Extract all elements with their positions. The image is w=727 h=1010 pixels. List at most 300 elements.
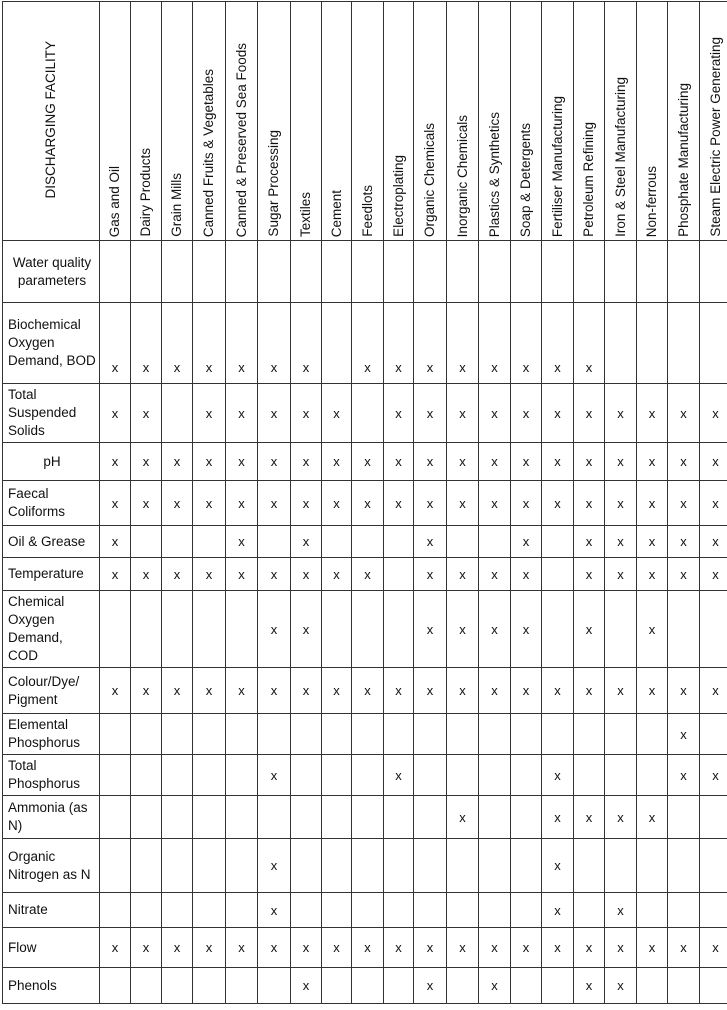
mark-cell: x	[258, 591, 291, 668]
mark-cell: x	[574, 303, 605, 384]
mark-cell	[352, 714, 384, 755]
mark-cell: x	[511, 668, 542, 714]
mark-cell: x	[700, 755, 727, 796]
mark-cell: x	[131, 481, 162, 526]
mark-cell: x	[131, 303, 162, 384]
mark-cell	[131, 796, 162, 839]
mark-cell	[605, 241, 637, 303]
parameter-row	[3, 241, 727, 303]
mark-cell: x	[700, 526, 727, 558]
mark-cell: x	[637, 558, 668, 591]
industry-header	[605, 2, 637, 241]
parameter-row	[3, 796, 727, 839]
mark-cell	[637, 893, 668, 928]
mark-cell	[193, 526, 226, 558]
mark-cell: x	[226, 668, 258, 714]
mark-cell: x	[258, 928, 291, 968]
mark-cell: x	[162, 481, 193, 526]
mark-cell: x	[637, 384, 668, 443]
mark-cell	[384, 714, 414, 755]
mark-cell: x	[414, 481, 447, 526]
industry-header	[193, 2, 226, 241]
discharging-facility-header	[3, 2, 100, 241]
parameter-row	[3, 558, 727, 591]
mark-cell	[637, 241, 668, 303]
mark-cell: x	[668, 481, 700, 526]
mark-cell: x	[352, 668, 384, 714]
industry-label: Textiles	[298, 191, 313, 237]
mark-cell	[447, 714, 479, 755]
mark-cell	[291, 241, 322, 303]
industry-label: Fertiliser Manufacturing	[549, 95, 565, 237]
mark-cell	[542, 714, 574, 755]
mark-cell	[668, 968, 700, 1004]
mark-cell	[700, 796, 727, 839]
parameter-row	[3, 755, 727, 796]
mark-cell	[162, 839, 193, 893]
mark-cell: x	[574, 526, 605, 558]
mark-cell	[700, 591, 727, 668]
mark-cell: x	[226, 481, 258, 526]
mark-cell: x	[193, 558, 226, 591]
mark-cell	[258, 526, 291, 558]
mark-cell	[700, 303, 727, 384]
mark-cell	[479, 755, 511, 796]
mark-cell: x	[574, 443, 605, 481]
mark-cell: x	[605, 893, 637, 928]
industry-label: Phosphate Manufacturing	[675, 83, 691, 237]
mark-cell	[447, 755, 479, 796]
parameter-label: Ammonia (as N)	[3, 796, 100, 839]
mark-cell: x	[414, 558, 447, 591]
mark-cell	[291, 839, 322, 893]
mark-cell	[542, 968, 574, 1004]
mark-cell	[414, 796, 447, 839]
mark-cell	[100, 591, 131, 668]
mark-cell: x	[479, 481, 511, 526]
mark-cell	[384, 591, 414, 668]
mark-cell: x	[605, 481, 637, 526]
mark-cell	[193, 968, 226, 1004]
mark-cell	[384, 526, 414, 558]
industry-header	[574, 2, 605, 241]
mark-cell	[352, 241, 384, 303]
mark-cell: x	[193, 928, 226, 968]
mark-cell	[511, 241, 542, 303]
mark-cell: x	[291, 668, 322, 714]
mark-cell	[258, 796, 291, 839]
mark-cell: x	[226, 526, 258, 558]
parameter-label: Colour/Dye/ Pigment	[3, 668, 100, 714]
mark-cell: x	[447, 668, 479, 714]
mark-cell: x	[479, 591, 511, 668]
mark-cell	[162, 241, 193, 303]
mark-cell: x	[100, 526, 131, 558]
mark-cell: x	[511, 928, 542, 968]
mark-cell	[384, 968, 414, 1004]
mark-cell: x	[700, 558, 727, 591]
industry-header	[258, 2, 291, 241]
mark-cell: x	[291, 928, 322, 968]
parameter-label: Water quality parameters	[3, 241, 100, 303]
mark-cell	[162, 893, 193, 928]
industry-label: Feedlots	[359, 185, 375, 237]
parameter-label: Total Suspended Solids	[3, 384, 100, 443]
mark-cell: x	[511, 303, 542, 384]
parameter-label: Oil & Grease	[3, 526, 100, 558]
mark-cell: x	[352, 443, 384, 481]
mark-cell	[447, 839, 479, 893]
parameter-row	[3, 443, 727, 481]
mark-cell: x	[605, 558, 637, 591]
mark-cell	[226, 796, 258, 839]
mark-cell	[162, 968, 193, 1004]
mark-cell: x	[291, 558, 322, 591]
mark-cell: x	[605, 796, 637, 839]
mark-cell: x	[605, 668, 637, 714]
mark-cell	[291, 893, 322, 928]
mark-cell	[258, 714, 291, 755]
industry-label: Dairy Products	[138, 148, 153, 237]
mark-cell: x	[542, 668, 574, 714]
parameter-label: Elemental Phosphorus	[3, 714, 100, 755]
mark-cell	[100, 755, 131, 796]
mark-cell	[322, 893, 352, 928]
mark-cell: x	[542, 755, 574, 796]
industry-header	[352, 2, 384, 241]
industry-header	[479, 2, 511, 241]
mark-cell: x	[637, 928, 668, 968]
industry-label: Electroplating	[390, 155, 406, 237]
mark-cell: x	[131, 558, 162, 591]
mark-cell: x	[352, 558, 384, 591]
mark-cell	[700, 241, 727, 303]
mark-cell	[479, 839, 511, 893]
parameter-row	[3, 384, 727, 443]
mark-cell	[322, 755, 352, 796]
mark-cell	[447, 241, 479, 303]
industry-label: Steam Electric Power Generating	[707, 37, 723, 237]
mark-cell: x	[637, 526, 668, 558]
mark-cell	[322, 968, 352, 1004]
mark-cell: x	[700, 928, 727, 968]
mark-cell: x	[100, 443, 131, 481]
mark-cell	[637, 303, 668, 384]
discharge-parameters-table	[2, 1, 727, 1004]
mark-cell: x	[258, 303, 291, 384]
mark-cell	[447, 968, 479, 1004]
header-row	[3, 2, 727, 241]
mark-cell: x	[258, 755, 291, 796]
mark-cell: x	[447, 796, 479, 839]
mark-cell	[322, 526, 352, 558]
mark-cell: x	[322, 558, 352, 591]
mark-cell: x	[447, 443, 479, 481]
mark-cell: x	[162, 443, 193, 481]
mark-cell: x	[511, 384, 542, 443]
mark-cell	[162, 714, 193, 755]
mark-cell: x	[542, 384, 574, 443]
mark-cell	[605, 591, 637, 668]
mark-cell: x	[226, 443, 258, 481]
mark-cell: x	[511, 526, 542, 558]
mark-cell	[226, 755, 258, 796]
mark-cell: x	[637, 796, 668, 839]
mark-cell: x	[574, 928, 605, 968]
mark-cell	[162, 384, 193, 443]
mark-cell: x	[100, 928, 131, 968]
mark-cell	[291, 755, 322, 796]
mark-cell	[193, 839, 226, 893]
mark-cell: x	[637, 591, 668, 668]
mark-cell: x	[258, 839, 291, 893]
mark-cell: x	[258, 558, 291, 591]
industry-label: Sugar Processing	[266, 130, 281, 237]
mark-cell	[605, 714, 637, 755]
mark-cell	[131, 591, 162, 668]
mark-cell	[322, 241, 352, 303]
mark-cell: x	[479, 443, 511, 481]
mark-cell	[226, 839, 258, 893]
mark-cell	[193, 591, 226, 668]
mark-cell	[258, 968, 291, 1004]
mark-cell: x	[605, 384, 637, 443]
mark-cell	[511, 893, 542, 928]
industry-label: Canned & Preserved Sea Foods	[233, 42, 249, 237]
parameter-label: Temperature	[3, 558, 100, 591]
mark-cell: x	[668, 384, 700, 443]
mark-cell: x	[131, 668, 162, 714]
mark-cell	[414, 755, 447, 796]
mark-cell	[384, 558, 414, 591]
parameter-row	[3, 893, 727, 928]
mark-cell: x	[637, 668, 668, 714]
mark-cell: x	[193, 481, 226, 526]
mark-cell	[637, 714, 668, 755]
parameter-label: Flow	[3, 928, 100, 968]
mark-cell: x	[131, 443, 162, 481]
mark-cell	[100, 893, 131, 928]
mark-cell: x	[574, 591, 605, 668]
mark-cell	[131, 526, 162, 558]
mark-cell: x	[447, 481, 479, 526]
mark-cell	[322, 591, 352, 668]
industry-header	[414, 2, 447, 241]
mark-cell: x	[100, 384, 131, 443]
mark-cell	[668, 591, 700, 668]
mark-cell: x	[258, 481, 291, 526]
mark-cell: x	[511, 591, 542, 668]
mark-cell: x	[542, 796, 574, 839]
mark-cell	[193, 755, 226, 796]
mark-cell: x	[668, 526, 700, 558]
mark-cell: x	[668, 755, 700, 796]
mark-cell: x	[700, 481, 727, 526]
mark-cell	[700, 714, 727, 755]
mark-cell: x	[162, 303, 193, 384]
industry-label: Non-ferrous	[644, 165, 659, 237]
mark-cell	[322, 839, 352, 893]
mark-cell	[258, 241, 291, 303]
mark-cell: x	[479, 928, 511, 968]
mark-cell: x	[414, 668, 447, 714]
industry-label: Iron & Steel Manufacturing	[612, 77, 628, 237]
mark-cell	[637, 755, 668, 796]
mark-cell	[193, 714, 226, 755]
mark-cell: x	[574, 384, 605, 443]
mark-cell: x	[226, 928, 258, 968]
mark-cell	[447, 893, 479, 928]
mark-cell: x	[291, 303, 322, 384]
parameter-row	[3, 928, 727, 968]
mark-cell	[352, 839, 384, 893]
mark-cell	[668, 893, 700, 928]
industry-header	[384, 2, 414, 241]
mark-cell	[352, 384, 384, 443]
mark-cell	[226, 968, 258, 1004]
mark-cell: x	[258, 384, 291, 443]
mark-cell	[162, 526, 193, 558]
mark-cell	[511, 968, 542, 1004]
mark-cell	[574, 714, 605, 755]
mark-cell	[352, 591, 384, 668]
mark-cell	[668, 796, 700, 839]
mark-cell: x	[193, 303, 226, 384]
mark-cell: x	[668, 443, 700, 481]
mark-cell	[100, 968, 131, 1004]
parameter-label: Biochemical Oxygen Demand, BOD	[3, 303, 100, 384]
industry-header	[162, 2, 193, 241]
mark-cell	[542, 526, 574, 558]
mark-cell	[352, 893, 384, 928]
industry-label: Grain Mills	[169, 173, 184, 237]
mark-cell	[226, 591, 258, 668]
mark-cell: x	[384, 303, 414, 384]
mark-cell	[511, 796, 542, 839]
mark-cell	[226, 241, 258, 303]
mark-cell: x	[605, 928, 637, 968]
mark-cell: x	[100, 303, 131, 384]
mark-cell: x	[511, 443, 542, 481]
industry-label: Plastics & Synthetics	[486, 111, 502, 237]
mark-cell	[414, 714, 447, 755]
parameter-label: Chemical Oxygen Demand, COD	[3, 591, 100, 668]
mark-cell: x	[291, 968, 322, 1004]
mark-cell	[447, 526, 479, 558]
mark-cell	[100, 241, 131, 303]
mark-cell	[542, 591, 574, 668]
mark-cell: x	[668, 714, 700, 755]
mark-cell	[414, 839, 447, 893]
mark-cell	[605, 839, 637, 893]
mark-cell: x	[479, 668, 511, 714]
mark-cell: x	[542, 443, 574, 481]
mark-cell: x	[162, 668, 193, 714]
mark-cell	[162, 755, 193, 796]
industry-header	[131, 2, 162, 241]
mark-cell: x	[352, 481, 384, 526]
mark-cell	[352, 796, 384, 839]
parameter-label: Organic Nitrogen as N	[3, 839, 100, 893]
mark-cell: x	[605, 443, 637, 481]
mark-cell: x	[447, 558, 479, 591]
discharging-facility-label: DISCHARGING FACILITY	[43, 40, 58, 199]
mark-cell: x	[700, 668, 727, 714]
mark-cell	[226, 893, 258, 928]
parameter-row	[3, 968, 727, 1004]
industry-label: Inorganic Chemicals	[454, 114, 470, 237]
mark-cell	[574, 893, 605, 928]
mark-cell: x	[574, 668, 605, 714]
mark-cell: x	[193, 443, 226, 481]
mark-cell	[700, 839, 727, 893]
mark-cell: x	[258, 893, 291, 928]
parameter-label: pH	[3, 443, 100, 481]
mark-cell: x	[447, 303, 479, 384]
mark-cell	[100, 714, 131, 755]
mark-cell: x	[384, 928, 414, 968]
industry-label: Soap & Detergents	[518, 122, 533, 237]
industry-header	[668, 2, 700, 241]
mark-cell: x	[479, 968, 511, 1004]
mark-cell	[291, 714, 322, 755]
mark-cell	[352, 526, 384, 558]
mark-cell	[291, 796, 322, 839]
mark-cell	[479, 796, 511, 839]
mark-cell	[637, 839, 668, 893]
mark-cell	[384, 796, 414, 839]
mark-cell: x	[668, 668, 700, 714]
mark-cell: x	[291, 384, 322, 443]
mark-cell: x	[447, 384, 479, 443]
mark-cell: x	[542, 839, 574, 893]
mark-cell: x	[542, 928, 574, 968]
mark-cell: x	[352, 928, 384, 968]
industry-header	[511, 2, 542, 241]
mark-cell	[384, 893, 414, 928]
mark-cell: x	[700, 443, 727, 481]
industry-label: Cement	[328, 189, 344, 237]
mark-cell: x	[291, 591, 322, 668]
mark-cell: x	[131, 928, 162, 968]
mark-cell	[352, 968, 384, 1004]
mark-cell: x	[100, 668, 131, 714]
mark-cell: x	[226, 384, 258, 443]
mark-cell: x	[322, 668, 352, 714]
industry-header	[447, 2, 479, 241]
mark-cell: x	[384, 481, 414, 526]
mark-cell: x	[414, 526, 447, 558]
mark-cell: x	[700, 384, 727, 443]
industry-header	[322, 2, 352, 241]
mark-cell	[479, 526, 511, 558]
mark-cell: x	[258, 668, 291, 714]
industry-header	[291, 2, 322, 241]
mark-cell	[193, 893, 226, 928]
mark-cell: x	[322, 481, 352, 526]
mark-cell: x	[574, 796, 605, 839]
mark-cell: x	[668, 558, 700, 591]
mark-cell: x	[447, 928, 479, 968]
mark-cell: x	[414, 968, 447, 1004]
mark-cell	[100, 839, 131, 893]
industry-header	[100, 2, 131, 241]
mark-cell	[322, 796, 352, 839]
mark-cell	[322, 303, 352, 384]
parameter-label: Nitrate	[3, 893, 100, 928]
mark-cell: x	[193, 384, 226, 443]
industry-label: Organic Chemicals	[422, 122, 437, 237]
